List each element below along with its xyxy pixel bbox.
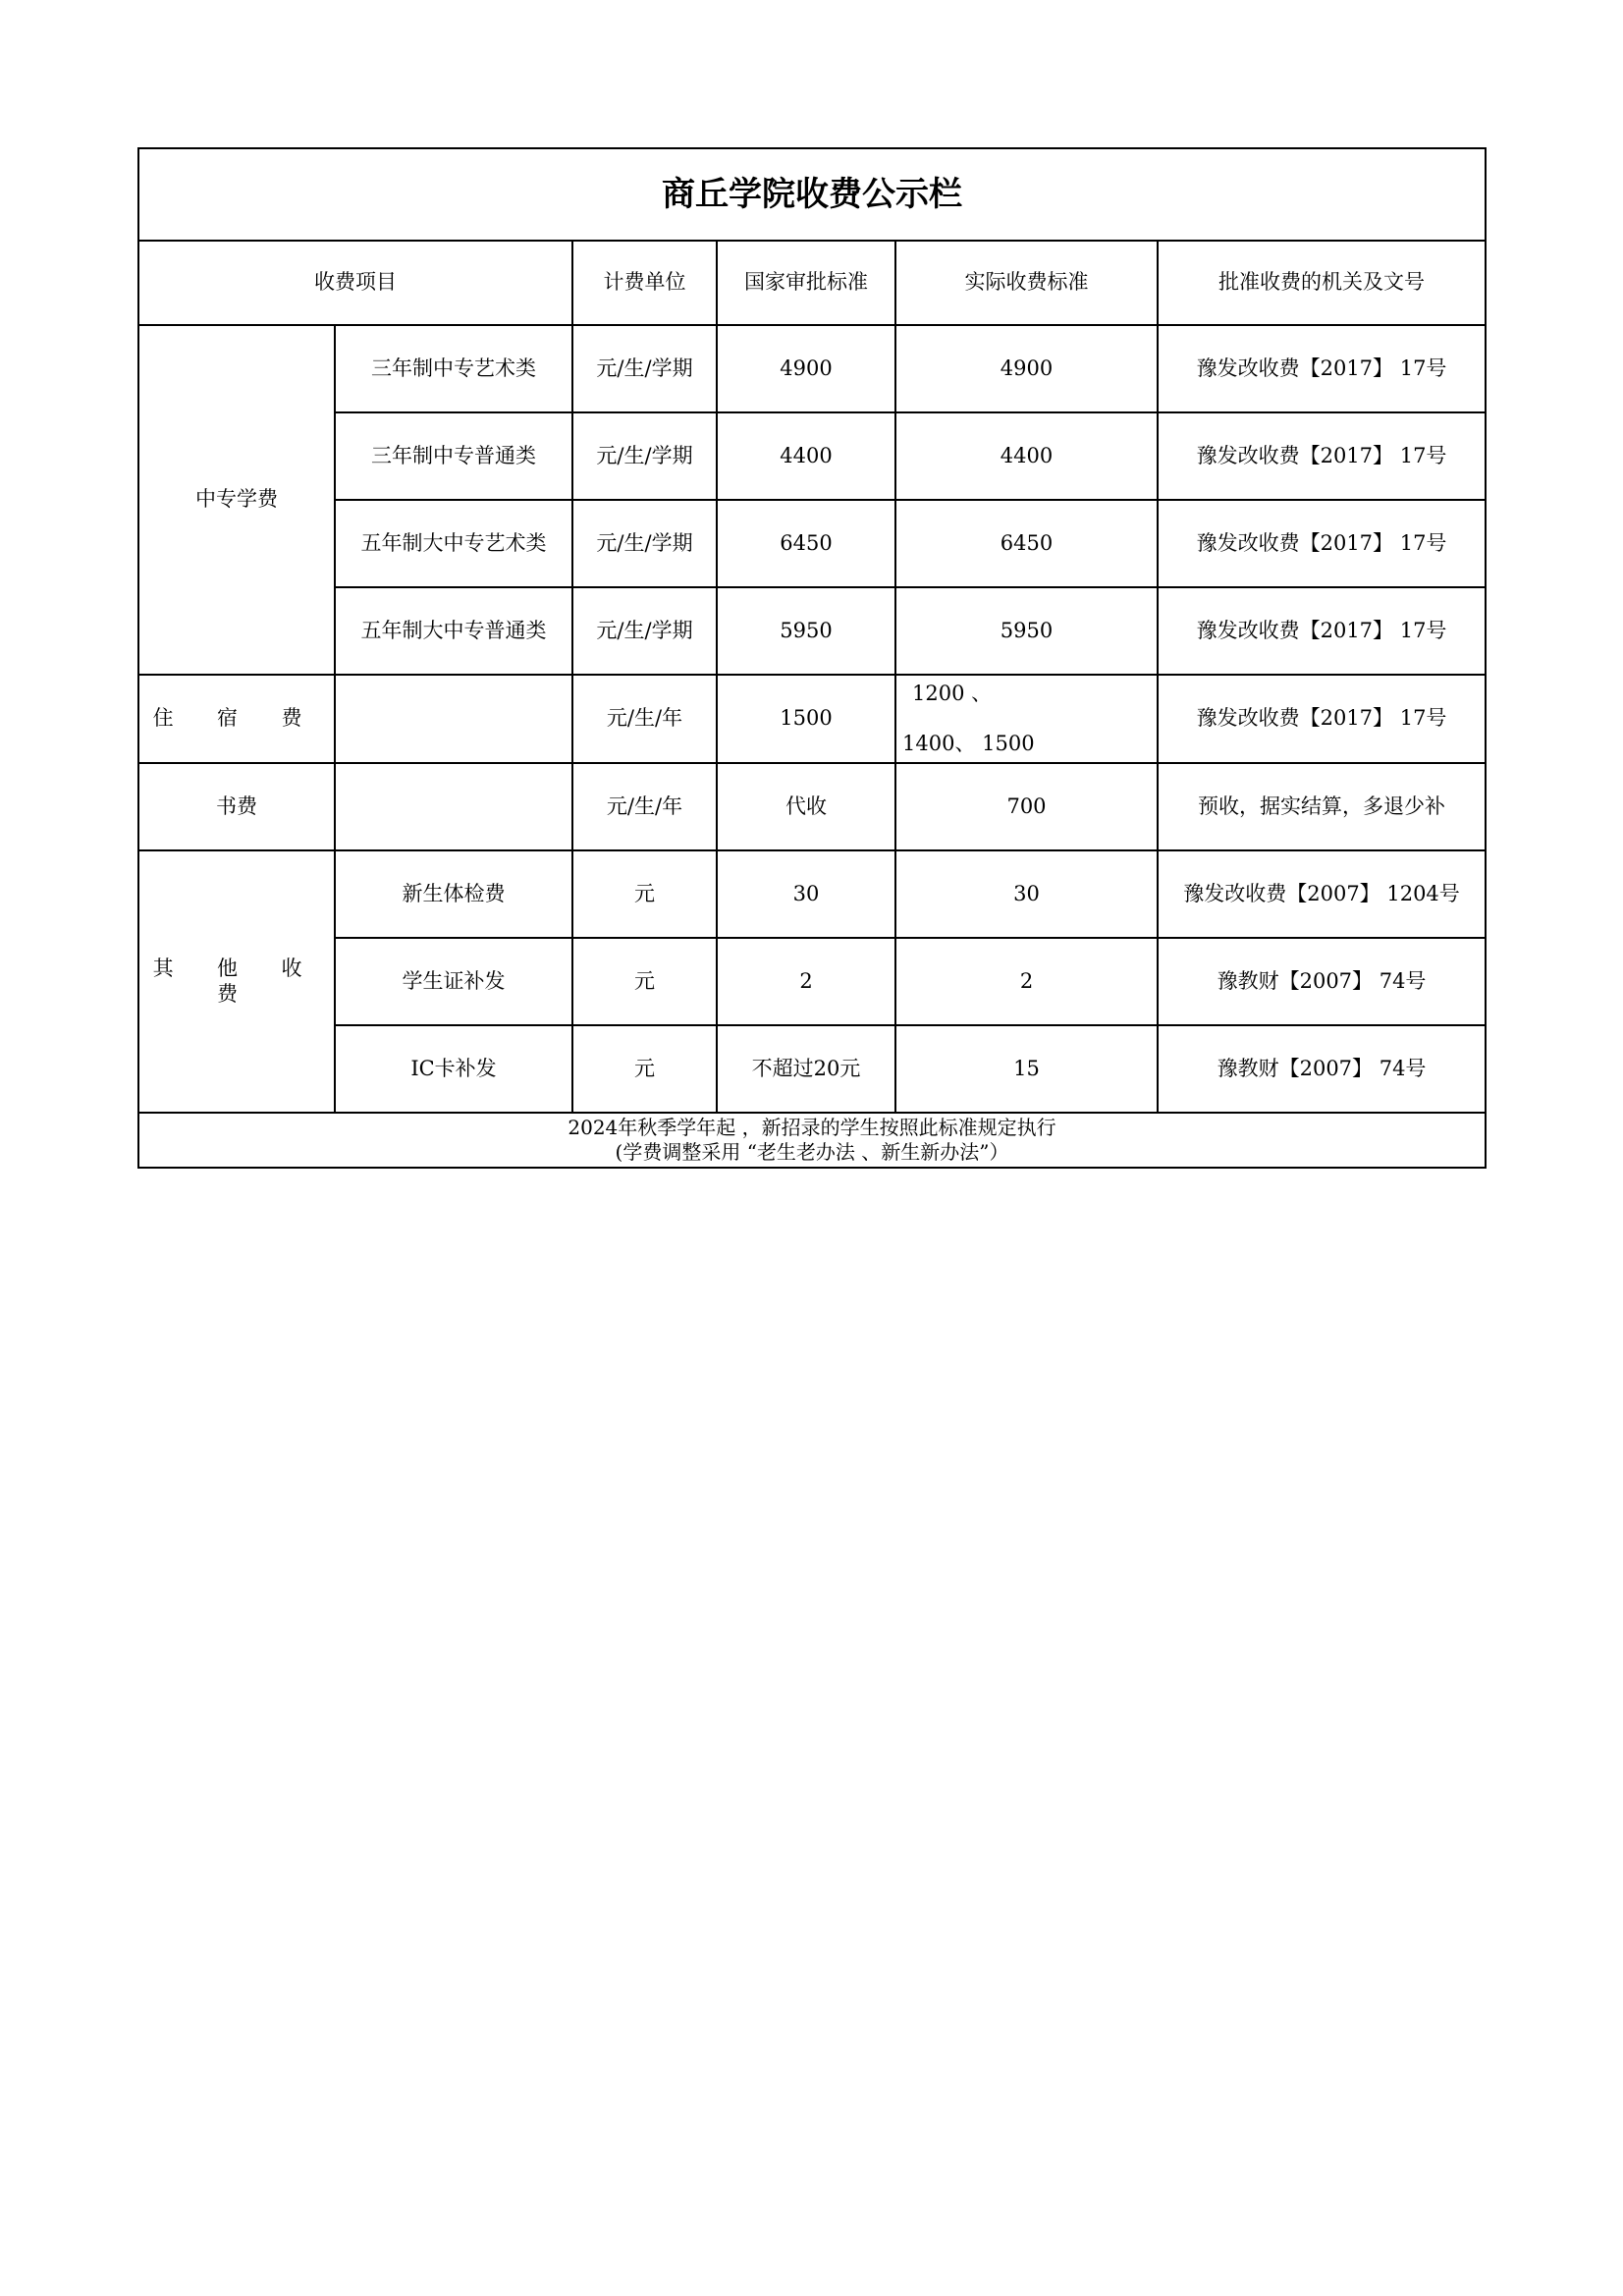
row-unit: 元/生/学期 <box>572 587 717 675</box>
footnote <box>138 1113 1486 1168</box>
row-actual: 5950 <box>895 587 1158 675</box>
row-authority: 豫发改收费【2017】 17号 <box>1158 587 1486 675</box>
page-title: 商丘学院收费公示栏 <box>138 148 1486 241</box>
row-sub: 三年制中专艺术类 <box>335 325 572 412</box>
row-authority: 豫教财【2007】 74号 <box>1158 1025 1486 1113</box>
row-authority: 豫发改收费【2017】 17号 <box>1158 500 1486 587</box>
table-row <box>138 500 1486 587</box>
group-books: 书费 <box>138 763 335 850</box>
row-national: 代收 <box>717 763 895 850</box>
group-dorm: 住 宿 费 <box>138 675 335 763</box>
row-actual: 4400 <box>895 412 1158 500</box>
row-authority: 豫教财【2007】 74号 <box>1158 938 1486 1025</box>
row-sub: 学生证补发 <box>335 938 572 1025</box>
row-actual: 2 <box>895 938 1158 1025</box>
table-row <box>138 675 1486 763</box>
header-unit: 计费单位 <box>572 241 717 325</box>
row-sub <box>335 675 572 763</box>
table-row <box>138 587 1486 675</box>
row-sub <box>335 763 572 850</box>
row-authority: 豫发改收费【2017】 17号 <box>1158 675 1486 763</box>
table-row <box>138 325 1486 412</box>
row-unit: 元/生/学期 <box>572 412 717 500</box>
row-unit: 元 <box>572 850 717 938</box>
header-authority: 批准收费的机关及文号 <box>1158 241 1486 325</box>
table-row <box>138 763 1486 850</box>
row-national: 30 <box>717 850 895 938</box>
group-other: 其 他 收 费 <box>138 850 335 1113</box>
fee-notice-sheet <box>137 147 1485 1169</box>
row-actual-line2: 1400、 1500 <box>902 731 1035 755</box>
row-national: 1500 <box>717 675 895 763</box>
row-national: 6450 <box>717 500 895 587</box>
row-national: 5950 <box>717 587 895 675</box>
row-unit: 元/生/年 <box>572 675 717 763</box>
header-item: 收费项目 <box>138 241 572 325</box>
row-sub: IC卡补发 <box>335 1025 572 1113</box>
table-row <box>138 938 1486 1025</box>
row-authority: 豫发改收费【2017】 17号 <box>1158 412 1486 500</box>
footnote-line1: 2024年秋季学年起 ，新招录的学生按照此标准规定执行 <box>568 1116 1056 1139</box>
fee-table <box>137 147 1487 1169</box>
row-national: 4400 <box>717 412 895 500</box>
row-authority: 豫发改收费【2017】 17号 <box>1158 325 1486 412</box>
row-unit: 元 <box>572 1025 717 1113</box>
row-sub: 五年制大中专艺术类 <box>335 500 572 587</box>
row-sub: 五年制大中专普通类 <box>335 587 572 675</box>
row-actual: 700 <box>895 763 1158 850</box>
note-row <box>138 1113 1486 1168</box>
footnote-line2: (学费调整采用 “老生老办法 、新生新办法”） <box>615 1140 1009 1164</box>
header-actual: 实际收费标准 <box>895 241 1158 325</box>
row-actual: 4900 <box>895 325 1158 412</box>
row-unit: 元/生/学期 <box>572 500 717 587</box>
row-sub: 三年制中专普通类 <box>335 412 572 500</box>
group-tuition: 中专学费 <box>138 325 335 675</box>
row-actual <box>895 675 1158 763</box>
row-unit: 元/生/年 <box>572 763 717 850</box>
row-actual: 6450 <box>895 500 1158 587</box>
header-national: 国家审批标准 <box>717 241 895 325</box>
row-national: 4900 <box>717 325 895 412</box>
row-authority: 豫发改收费【2007】 1204号 <box>1158 850 1486 938</box>
row-unit: 元 <box>572 938 717 1025</box>
row-authority: 预收，据实结算，多退少补 <box>1158 763 1486 850</box>
row-national: 2 <box>717 938 895 1025</box>
row-actual: 15 <box>895 1025 1158 1113</box>
row-actual-line1: 1200 、 <box>912 682 993 705</box>
table-header-row <box>138 241 1486 325</box>
row-actual: 30 <box>895 850 1158 938</box>
table-row <box>138 850 1486 938</box>
row-unit: 元/生/学期 <box>572 325 717 412</box>
row-national: 不超过20元 <box>717 1025 895 1113</box>
table-row <box>138 1025 1486 1113</box>
row-sub: 新生体检费 <box>335 850 572 938</box>
table-row <box>138 412 1486 500</box>
